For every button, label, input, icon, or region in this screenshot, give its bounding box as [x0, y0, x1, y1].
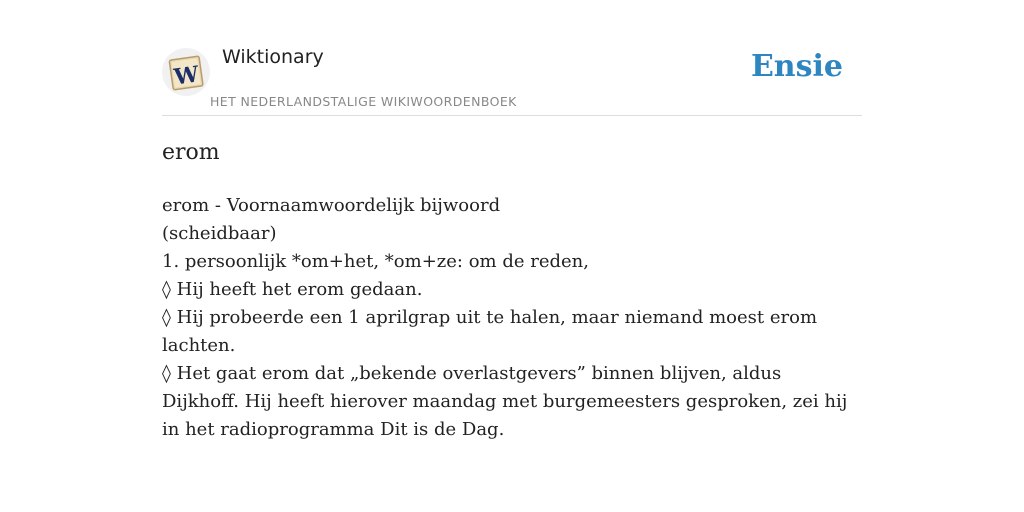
- ensie-brand-link[interactable]: Ensie: [750, 49, 843, 84]
- site-tagline: HET NEDERLANDSTALIGE WIKIWOORDENBOEK: [210, 94, 517, 109]
- definition-sense: 1. persoonlijk *om+het, *om+ze: om de reden,: [162, 251, 589, 272]
- example-sentence: ◊ Het gaat erom dat „bekende overlastgevers” binnen blijven, aldus Dijkhoff. Hij heeft hierover maandag met burgemeesters gesproken, zei hij in het radioprogramma Dit is de Dag.: [162, 363, 848, 440]
- word-title: erom: [162, 140, 220, 165]
- svg-text:W: W: [172, 61, 201, 91]
- example-sentence: ◊ Hij probeerde een 1 aprilgrap uit te halen, maar niemand moest erom lachten.: [162, 307, 818, 356]
- example-sentence: ◊ Hij heeft het erom gedaan.: [162, 279, 423, 300]
- definition-heading: erom - Voornaamwoordelijk bijwoord: [162, 195, 501, 216]
- definition-text: [162, 192, 862, 444]
- wiktionary-logo-icon[interactable]: [162, 48, 210, 96]
- definition-qualifier: (scheidbaar): [162, 223, 277, 244]
- site-header: [162, 44, 862, 116]
- site-name[interactable]: Wiktionary: [222, 46, 324, 68]
